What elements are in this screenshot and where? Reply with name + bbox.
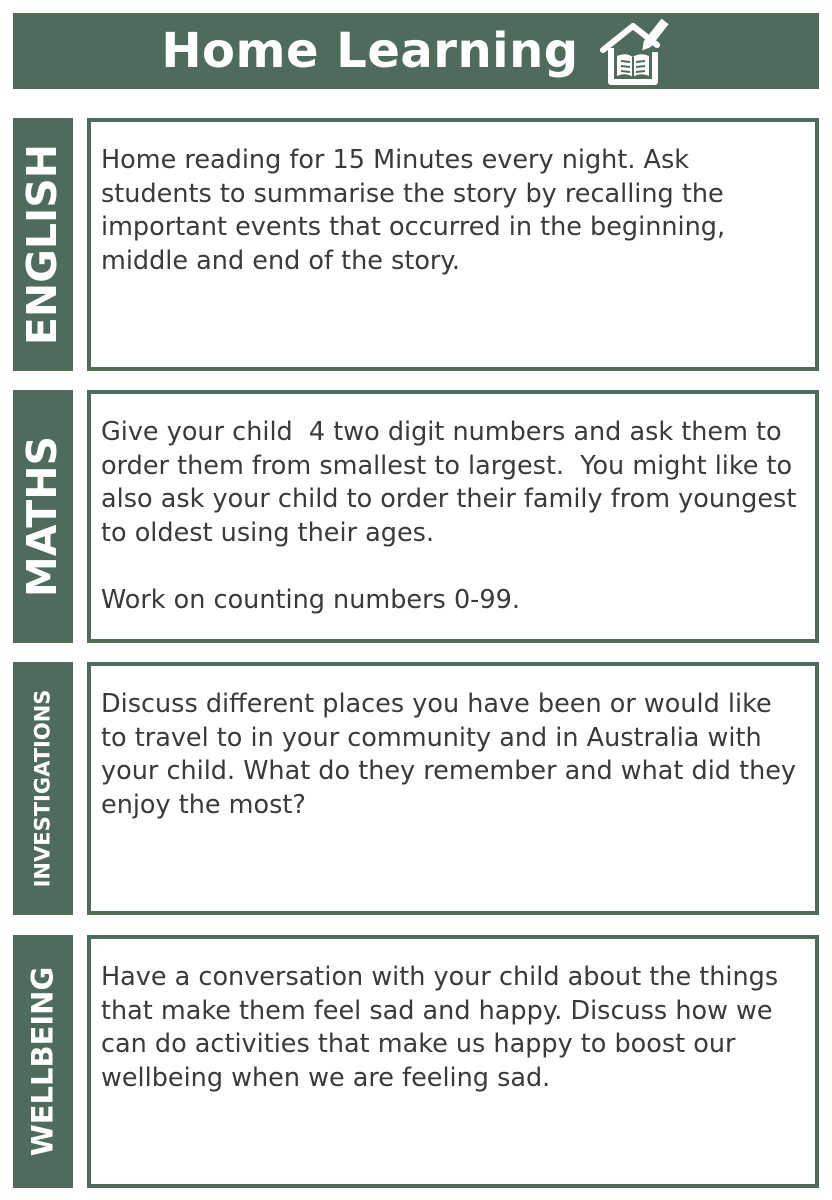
wellbeing-text: Have a conversation with your child about the things that make them feel sad and happy. Discuss how we can do activities that make us happy to boost our wellbeing when we are feeling sad. (101, 962, 787, 1093)
maths-label: MATHS (18, 435, 67, 598)
investigations-text: Discuss different places you have been or would like to travel to in your community and in Australia with your child. What do they remember and what did they enjoy the most? (101, 689, 805, 820)
english-panel (87, 118, 819, 371)
wellbeing-label: WELLBEING (25, 966, 60, 1157)
page-header (13, 13, 819, 89)
wellbeing-panel (87, 935, 819, 1188)
maths-text: Give your child 4 two digit numbers and ask them to order them from smallest to largest. You might like to also ask your child to order their family from youngest to oldest using their ages. Work on counting numbers 0-99. (101, 417, 797, 615)
investigations-label: INVESTIGATIONS (30, 689, 55, 888)
english-text: Home reading for 15 Minutes every night. Ask students to summarise the story by recalling the important events that occurred in the beginning, middle and end of the story. (101, 145, 734, 276)
maths-tab (13, 390, 73, 643)
wellbeing-tab (13, 935, 73, 1188)
page-title: Home Learning (161, 23, 579, 79)
investigations-tab (13, 662, 73, 915)
english-label: ENGLISH (18, 143, 67, 346)
maths-panel (87, 390, 819, 643)
investigations-panel (87, 662, 819, 915)
english-tab (13, 118, 73, 371)
house-book-pencil-icon (597, 14, 671, 88)
